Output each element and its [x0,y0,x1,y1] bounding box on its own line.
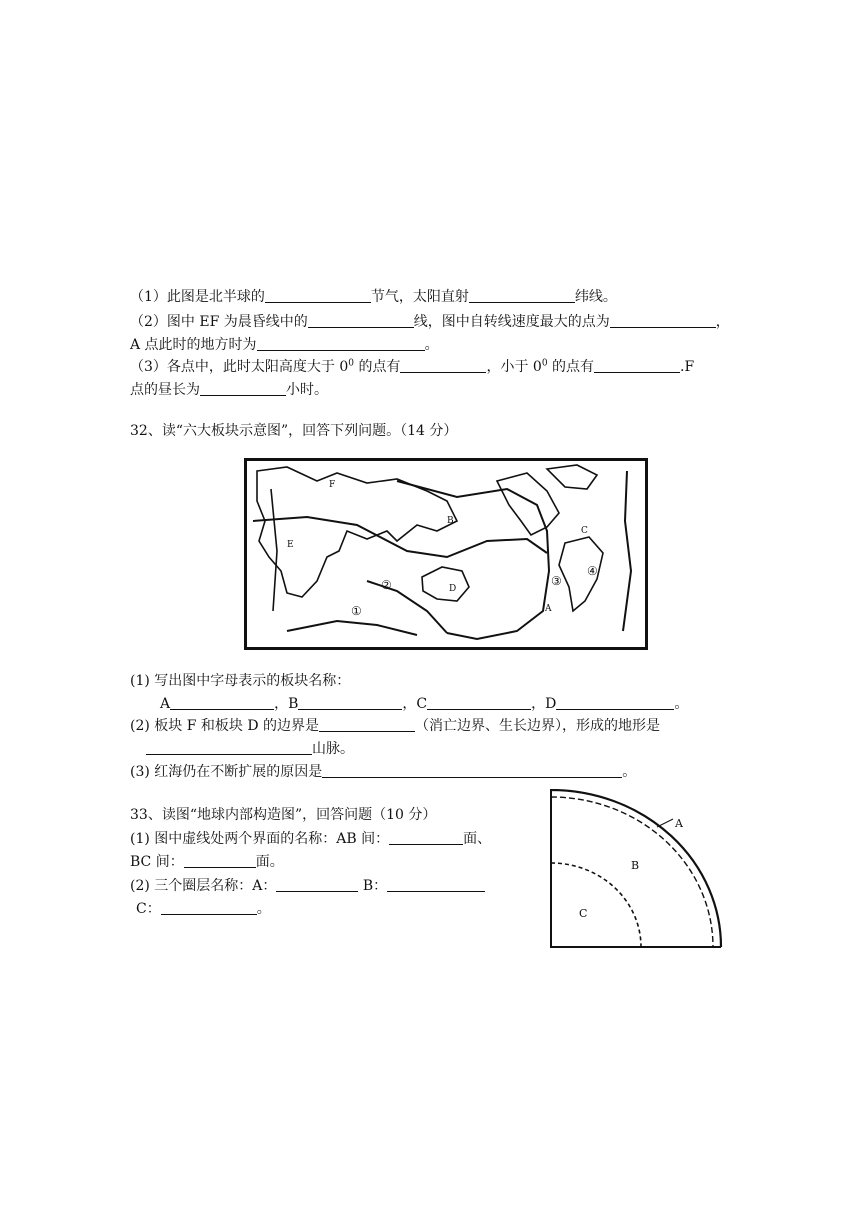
map-label-1: ① [351,604,362,618]
q31-line3: A 点此时的地方时为 。 [130,337,439,353]
q33-sub1: (1) 图中虚线处两个界面的名称：AB 间： 面、 [130,831,492,847]
q32-sub1-line: A ，B ，C ，D 。 [160,696,689,712]
answer-blank[interactable] [594,358,680,373]
q33-sub2: (2) 三个圈层名称：A： B： [130,877,485,895]
answer-blank[interactable] [146,740,312,755]
q31-line5: 点的昼长为 小时。 [130,382,328,398]
answer-blank[interactable] [556,695,674,710]
q32-sub3: (3) 红海仍在不断扩展的原因是 。 [130,764,637,780]
q33-sub1-cont: BC 间： 面。 [130,854,284,870]
answer-blank[interactable] [400,358,486,373]
answer-blank[interactable] [389,830,463,845]
q31-line1: （1）此图是北半球的 节气，太阳直射 纬线。 [130,289,617,305]
q32-sub2: (2) 板块 F 和板块 D 的边界是 （消亡边界、生长边界），形成的地形是 [130,718,661,734]
answer-blank[interactable] [387,877,485,892]
diagram-label-b: B [631,859,640,872]
answer-blank[interactable] [427,695,531,710]
q32-title: 32、读“六大板块示意图”，回答下列问题。（14 分） [130,423,458,439]
answer-blank[interactable] [308,313,414,328]
q31-line2: （2）图中 EF 为晨昏线中的 线，图中自转线速度最大的点为 ， [130,314,730,330]
q32-sub1: (1) 写出图中字母表示的板块名称： [130,673,351,689]
answer-blank[interactable] [610,313,716,328]
plate-map-drawing [247,461,645,647]
plate-map [244,458,648,650]
map-label-c: C [581,526,588,536]
answer-blank[interactable] [276,877,358,892]
map-label-4: ④ [587,564,598,578]
q32-sub2-cont: 山脉。 [146,740,354,758]
map-label-d: D [449,584,457,594]
map-label-b: B [447,516,454,526]
answer-blank[interactable] [170,695,274,710]
answer-blank[interactable] [161,900,257,915]
q33-title: 33、读图“地球内部构造图”，回答问题（10 分） [130,807,437,823]
answer-blank[interactable] [322,763,622,778]
map-label-a: A [545,604,552,614]
answer-blank[interactable] [298,695,402,710]
answer-blank[interactable] [257,336,425,351]
diagram-label-a: A [675,817,683,830]
map-label-2: ② [381,578,392,592]
earth-structure-drawing [549,789,724,949]
earth-structure-diagram [549,789,724,949]
q31-line4: （3）各点中，此时太阳高度大于 $0^0$ 的点有 ，小于 $0^0$ 的点有 .F [130,358,695,375]
q33-sub2-cont: C： 。 [136,901,271,917]
map-label-e: E [287,540,294,550]
map-label-3: ③ [551,574,562,588]
answer-blank[interactable] [319,717,415,732]
answer-blank[interactable] [265,288,371,303]
answer-blank[interactable] [184,853,256,868]
diagram-label-c: C [579,907,588,920]
answer-blank[interactable] [469,288,575,303]
answer-blank[interactable] [200,381,286,396]
map-label-f: F [329,480,336,490]
